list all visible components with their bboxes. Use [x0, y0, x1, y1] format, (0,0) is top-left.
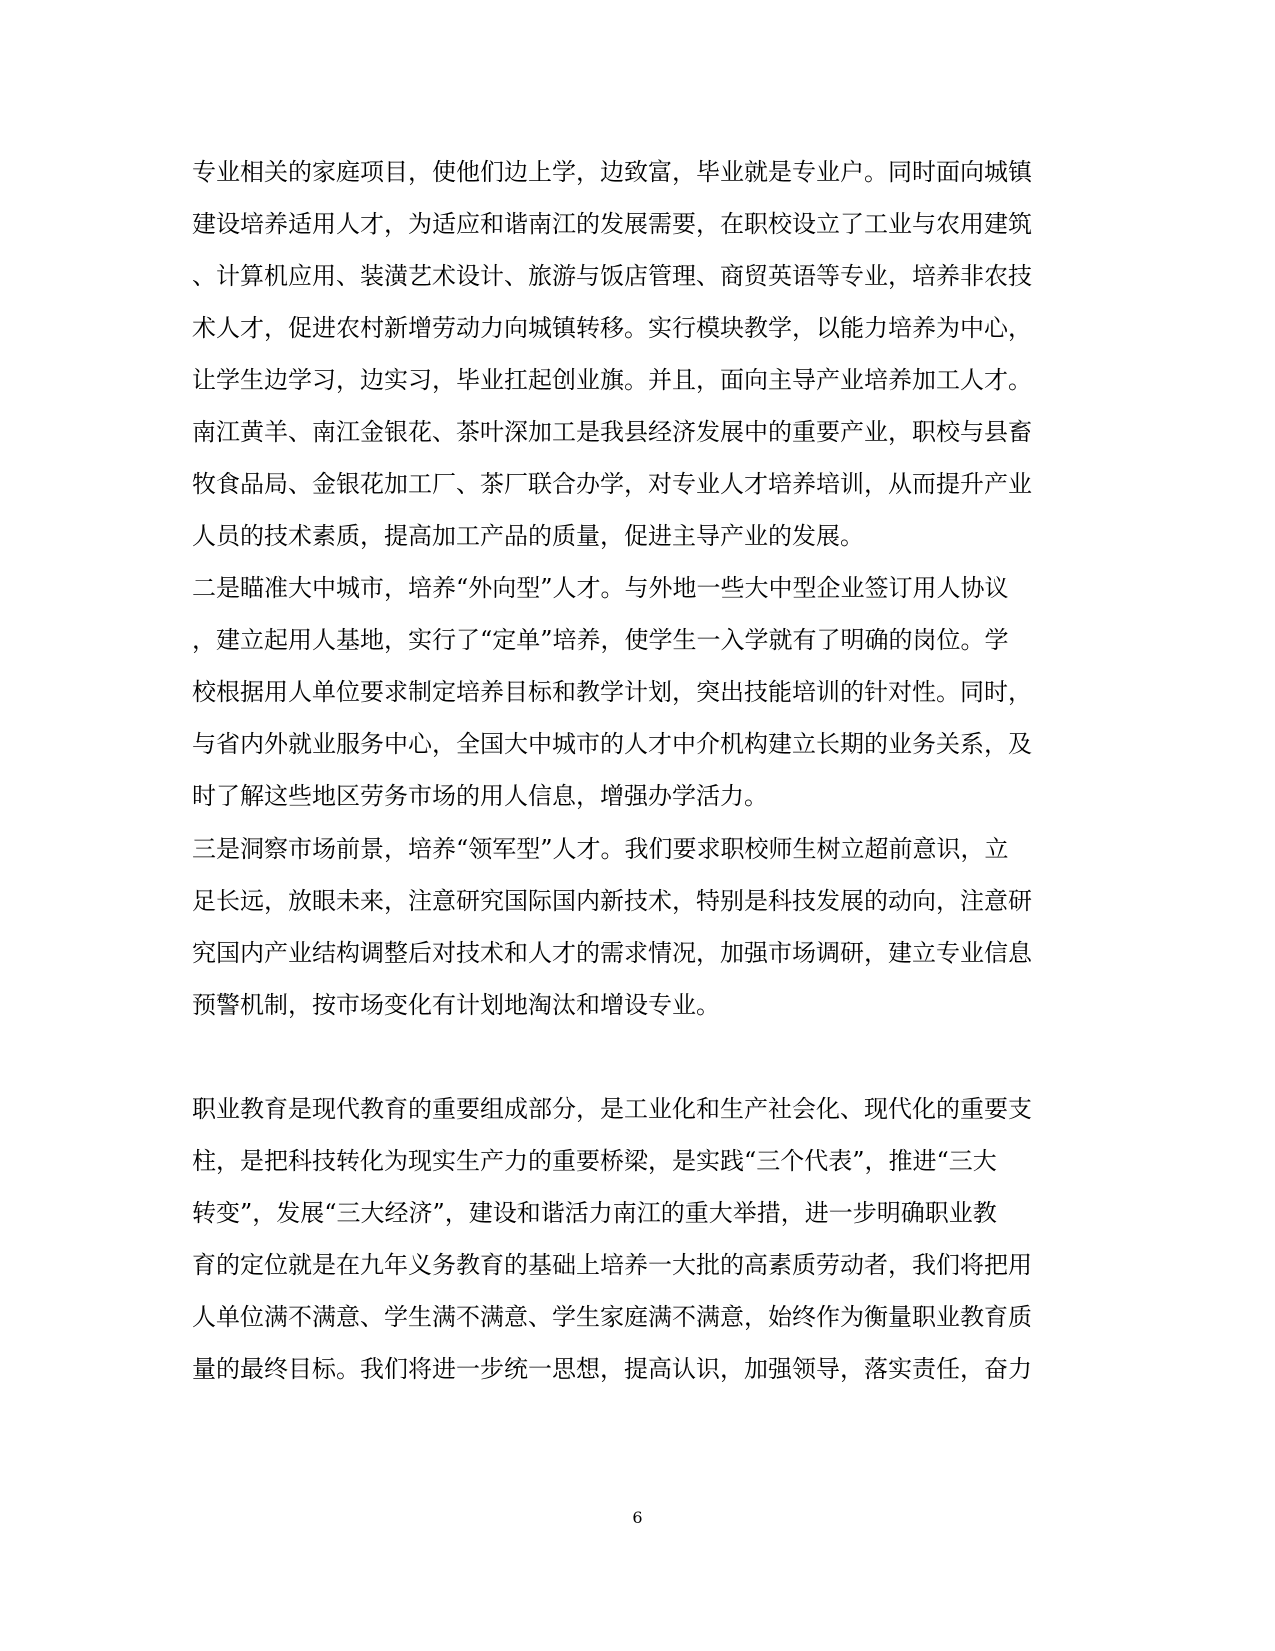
paragraph-line: 二是瞄准大中城市，培养“外向型”人才。与外地一些大中型企业签订用人协议	[192, 574, 1009, 602]
page-number: 6	[632, 1508, 643, 1527]
paragraph-line: 校根据用人单位要求制定培养目标和教学计划，突出技能培训的针对性。同时，	[192, 678, 1032, 706]
paragraph-line: 三是洞察市场前景，培养“领军型”人才。我们要求职校师生树立超前意识，立	[192, 835, 1009, 863]
paragraph-line: 专业相关的家庭项目，使他们边上学，边致富，毕业就是专业户。同时面向城镇	[192, 158, 1032, 186]
paragraph-line: 牧食品局、金银花加工厂、茶厂联合办学，对专业人才培养培训，从而提升产业	[192, 470, 1032, 498]
paragraph-line: 职业教育是现代教育的重要组成部分，是工业化和生产社会化、现代化的重要支	[192, 1095, 1032, 1123]
paragraph-line: 足长远，放眼未来，注意研究国际国内新技术，特别是科技发展的动向，注意研	[192, 887, 1032, 915]
paragraph-line: 转变”，发展“三大经济”，建设和谐活力南江的重大举措，进一步明确职业教	[192, 1199, 997, 1227]
paragraph-2	[192, 562, 1074, 822]
paragraph-line: 南江黄羊、南江金银花、茶叶深加工是我县经济发展中的重要产业，职校与县畜	[192, 418, 1032, 446]
paragraph-line: 量的最终目标。我们将进一步统一思想，提高认识，加强领导，落实责任，奋力	[192, 1355, 1032, 1383]
paragraph-line: 究国内产业结构调整后对技术和人才的需求情况，加强市场调研，建立专业信息	[192, 939, 1032, 967]
paragraph-3	[192, 823, 1074, 1031]
paragraph-line: 与省内外就业服务中心，全国大中城市的人才中介机构建立长期的业务关系，及	[192, 730, 1032, 758]
paragraph-1	[192, 146, 1074, 562]
paragraph-line: 人单位满不满意、学生满不满意、学生家庭满不满意，始终作为衡量职业教育质	[192, 1303, 1032, 1331]
paragraph-line: 育的定位就是在九年义务教育的基础上培养一大批的高素质劳动者，我们将把用	[192, 1251, 1032, 1279]
paragraph-line: 柱，是把科技转化为现实生产力的重要桥梁，是实践“三个代表”，推进“三大	[192, 1147, 997, 1175]
paragraph-line: 术人才，促进农村新增劳动力向城镇转移。实行模块教学，以能力培养为中心，	[192, 314, 1032, 342]
paragraph-line: 建设培养适用人才，为适应和谐南江的发展需要，在职校设立了工业与农用建筑	[192, 210, 1032, 238]
paragraph-4	[192, 1083, 1074, 1395]
paragraph-line: 让学生边学习，边实习，毕业扛起创业旗。并且，面向主导产业培养加工人才。	[192, 366, 1032, 394]
paragraph-line: 预警机制，按市场变化有计划地淘汰和增设专业。	[192, 991, 720, 1019]
paragraph-line: ，建立起用人基地，实行了“定单”培养，使学生一入学就有了明确的岗位。学	[192, 626, 1009, 654]
paragraph-line: 时了解这些地区劳务市场的用人信息，增强办学活力。	[192, 782, 768, 810]
paragraph-line: 、计算机应用、装潢艺术设计、旅游与饭店管理、商贸英语等专业，培养非农技	[192, 262, 1032, 290]
paragraph-line: 人员的技术素质，提高加工产品的质量，促进主导产业的发展。	[192, 522, 864, 550]
